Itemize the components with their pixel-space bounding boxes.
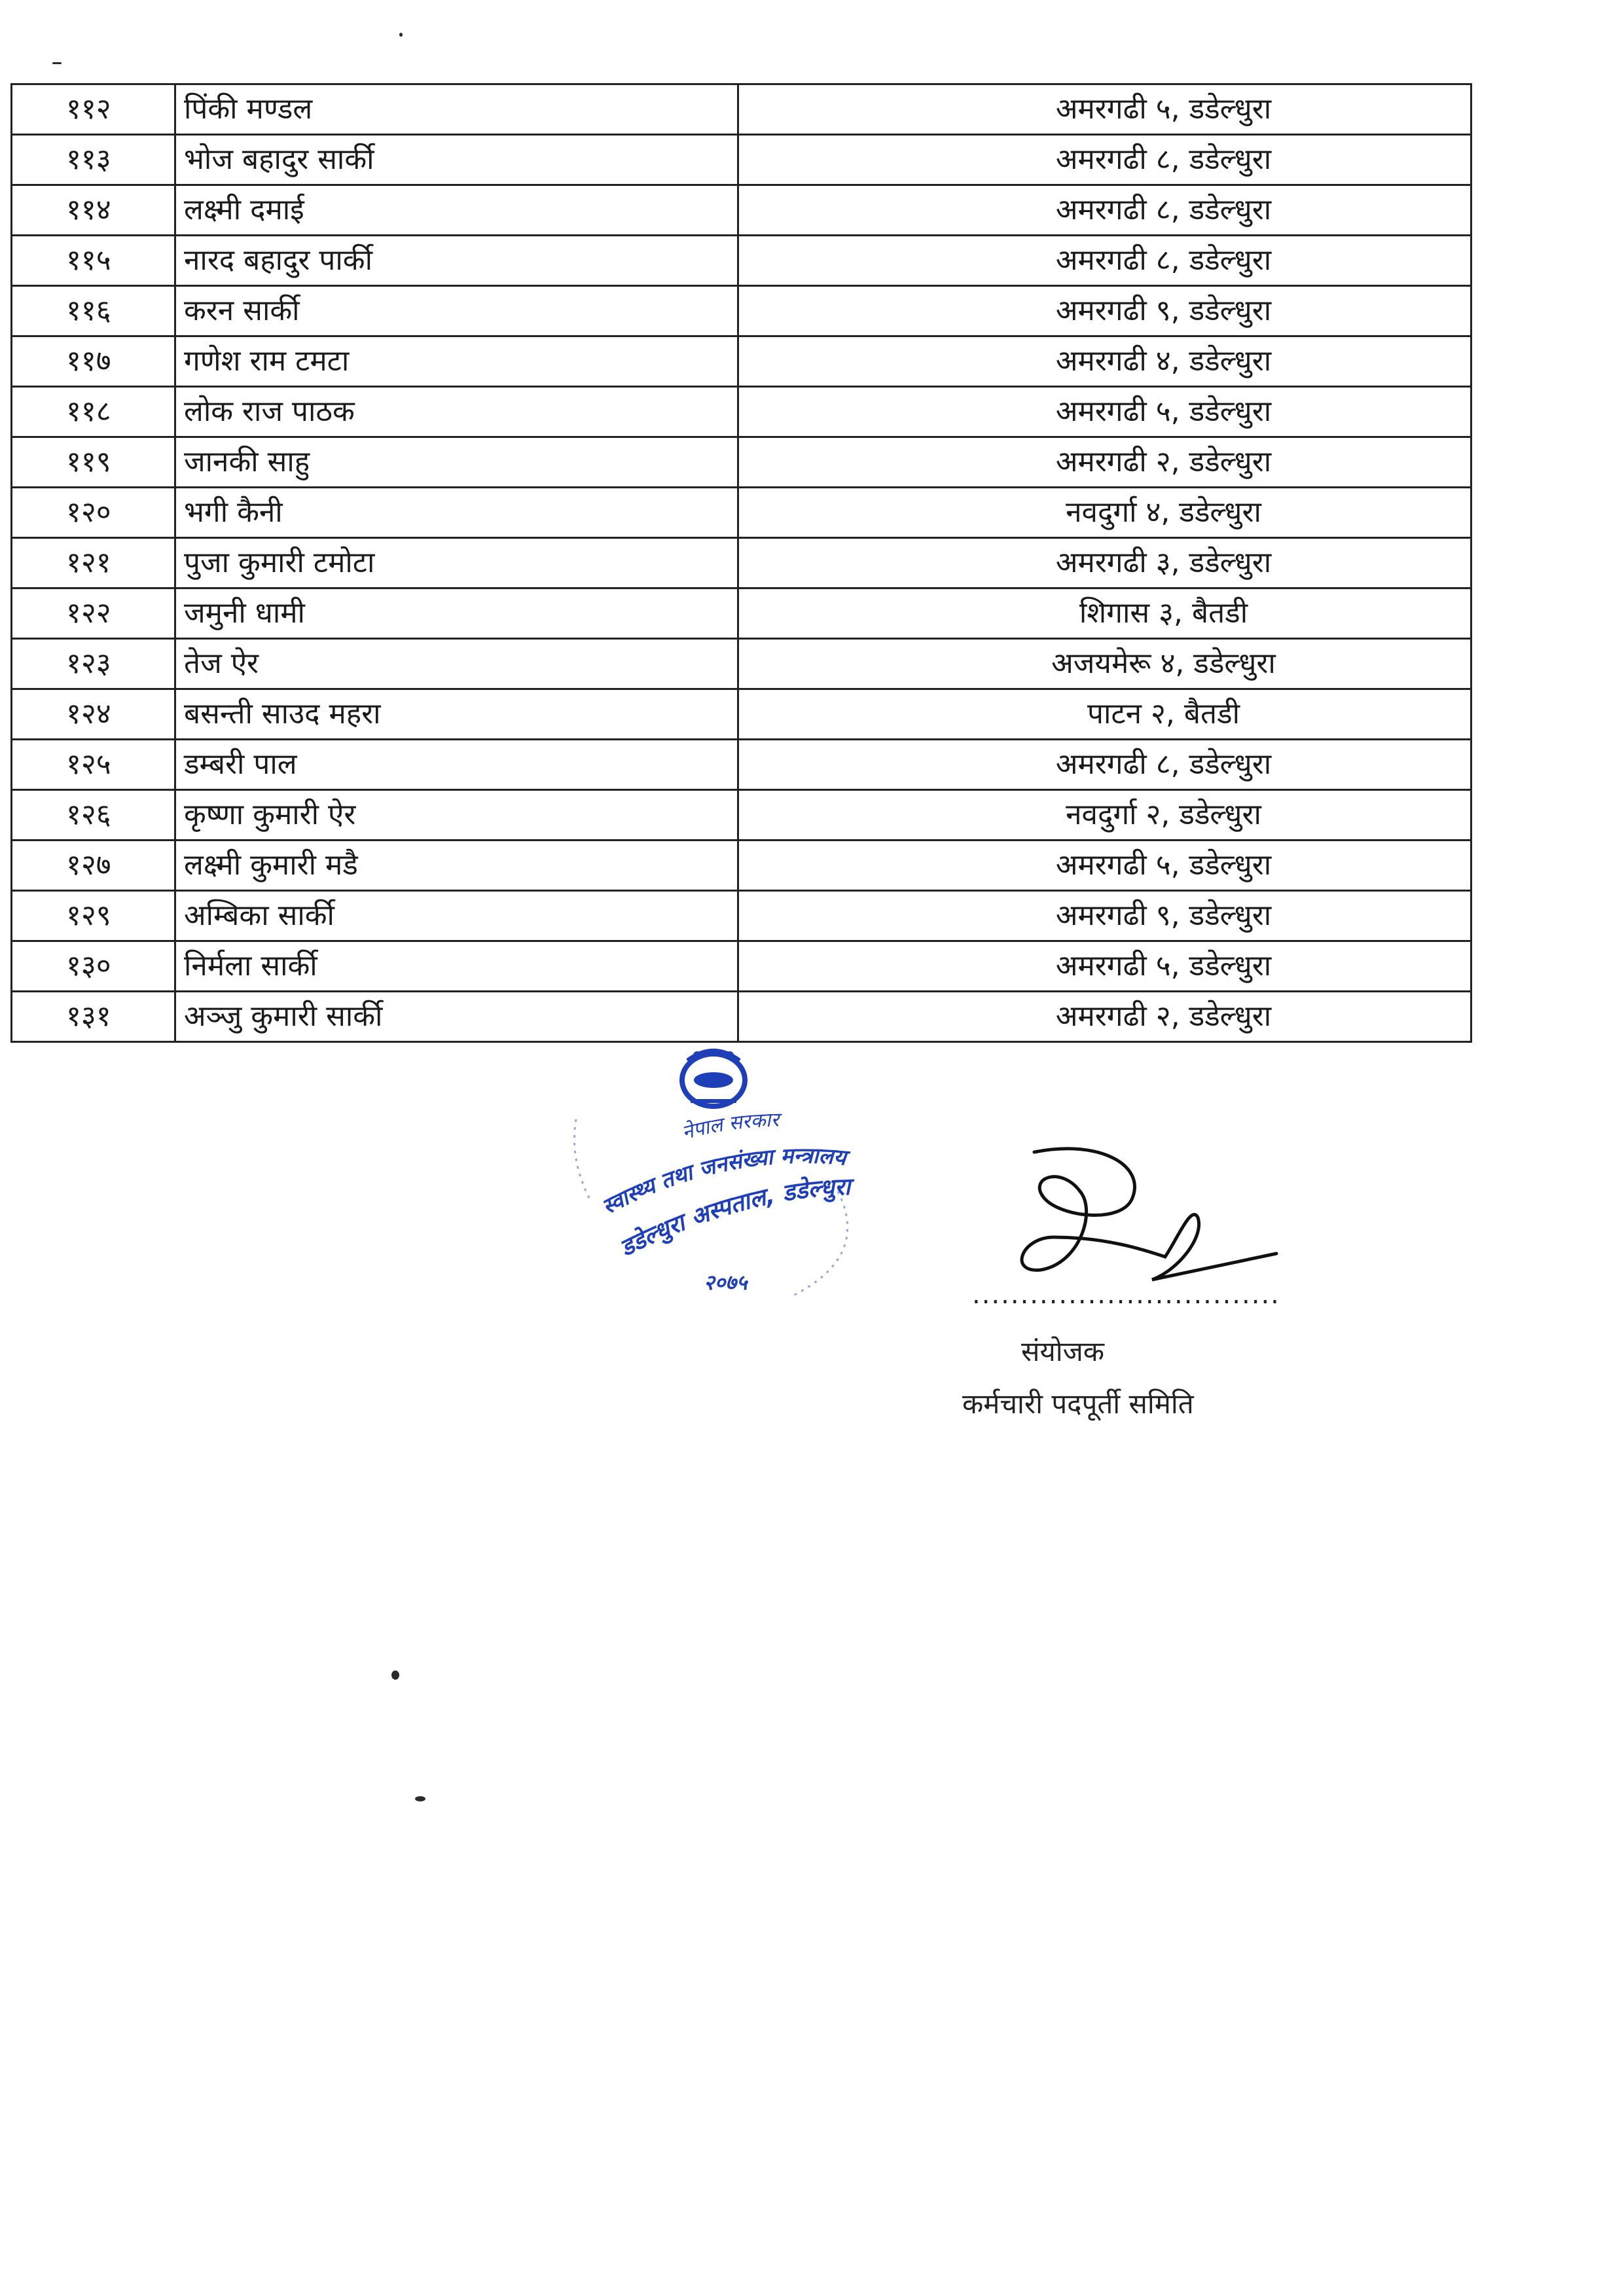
row-number: ११५ [12, 236, 175, 286]
staff-list-table [10, 83, 1472, 1043]
table-row [12, 185, 1471, 236]
staff-address: अमरगढी ८, डडेल्धुरा [738, 740, 1471, 790]
table-row [12, 840, 1471, 891]
row-number: १२९ [12, 891, 175, 941]
staff-name: जानकी साहु [175, 437, 738, 488]
table-row [12, 135, 1471, 185]
staff-address: शिगास ३, बैतडी [738, 588, 1471, 639]
staff-address: अमरगढी ८, डडेल्धुरा [738, 236, 1471, 286]
table-row [12, 941, 1471, 992]
table-row [12, 236, 1471, 286]
table-row [12, 538, 1471, 588]
staff-name: डम्बरी पाल [175, 740, 738, 790]
hospital-stamp [563, 1028, 903, 1303]
staff-address: अमरगढी ५, डडेल्धुरा [738, 941, 1471, 992]
row-number: ११८ [12, 387, 175, 437]
scan-speck [52, 62, 62, 64]
row-number: १२० [12, 488, 175, 538]
row-number: १२२ [12, 588, 175, 639]
staff-name: निर्मला सार्की [175, 941, 738, 992]
staff-address: अमरगढी ८, डडेल्धुरा [738, 185, 1471, 236]
table-row [12, 286, 1471, 336]
svg-text:नेपाल सरकार [679, 1108, 783, 1144]
staff-list-body [12, 84, 1471, 1042]
row-number: १३० [12, 941, 175, 992]
row-number: ११४ [12, 185, 175, 236]
committee-name: कर्मचारी पदपूर्ती समिति [962, 1388, 1194, 1420]
table-row [12, 740, 1471, 790]
staff-name: लक्ष्मी दमाई [175, 185, 738, 236]
nepal-emblem-icon [682, 1051, 745, 1106]
staff-address: नवदुर्गा ४, डडेल्धुरा [738, 488, 1471, 538]
staff-name: जमुनी धामी [175, 588, 738, 639]
table-row [12, 488, 1471, 538]
staff-address: अमरगढी ९, डडेल्धुरा [738, 286, 1471, 336]
staff-address: अमरगढी ५, डडेल्धुरा [738, 84, 1471, 135]
staff-address: अमरगढी ९, डडेल्धुरा [738, 891, 1471, 941]
table-row [12, 588, 1471, 639]
staff-name: तेज ऐर [175, 639, 738, 689]
staff-name: पिंकी मण्डल [175, 84, 738, 135]
table-row [12, 336, 1471, 387]
stamp-year: २०७५ [704, 1270, 748, 1295]
row-number: १२५ [12, 740, 175, 790]
row-number: १२४ [12, 689, 175, 740]
table-row [12, 437, 1471, 488]
table-row [12, 790, 1471, 840]
stamp-line-2: स्वास्थ्य तथा जनसंख्या मन्त्रालय [598, 1142, 848, 1220]
stamp-line-1: नेपाल सरकार [679, 1108, 780, 1145]
staff-address: अजयमेरू ४, डडेल्धुरा [738, 639, 1471, 689]
table-row [12, 639, 1471, 689]
signature-line: ................................ [972, 1280, 1280, 1310]
scan-speck [415, 1796, 425, 1801]
staff-name: अम्बिका सार्की [175, 891, 738, 941]
staff-name: लक्ष्मी कुमारी मडै [175, 840, 738, 891]
scan-speck [391, 1671, 399, 1680]
staff-name: पुजा कुमारी टमोटा [175, 538, 738, 588]
table-row [12, 689, 1471, 740]
row-number: ११७ [12, 336, 175, 387]
row-number: ११९ [12, 437, 175, 488]
stamp-line-3: डडेल्धुरा अस्पताल, डडेल्धुरा [615, 1173, 851, 1262]
table-row [12, 387, 1471, 437]
staff-name: करन सार्की [175, 286, 738, 336]
row-number: १२७ [12, 840, 175, 891]
staff-address: अमरगढी ४, डडेल्धुरा [738, 336, 1471, 387]
table-row [12, 84, 1471, 135]
staff-address: अमरगढी २, डडेल्धुरा [738, 992, 1471, 1042]
row-number: १२३ [12, 639, 175, 689]
table-row [12, 891, 1471, 941]
staff-name: भगी कैनी [175, 488, 738, 538]
row-number: ११३ [12, 135, 175, 185]
row-number: ११२ [12, 84, 175, 135]
staff-address: नवदुर्गा २, डडेल्धुरा [738, 790, 1471, 840]
staff-name: लोक राज पाठक [175, 387, 738, 437]
staff-address: अमरगढी ८, डडेल्धुरा [738, 135, 1471, 185]
row-number: १२६ [12, 790, 175, 840]
row-number: ११६ [12, 286, 175, 336]
staff-name: बसन्ती साउद महरा [175, 689, 738, 740]
signatory-title: संयोजक [1021, 1335, 1105, 1367]
staff-address: अमरगढी ५, डडेल्धुरा [738, 387, 1471, 437]
staff-name: भोज बहादुर सार्की [175, 135, 738, 185]
staff-name: नारद बहादुर पार्की [175, 236, 738, 286]
scan-speck [399, 33, 403, 37]
staff-name: कृष्णा कुमारी ऐर [175, 790, 738, 840]
staff-address: अमरगढी २, डडेल्धुरा [738, 437, 1471, 488]
staff-address: अमरगढी ३, डडेल्धुरा [738, 538, 1471, 588]
staff-name: अञ्जु कुमारी सार्की [175, 992, 738, 1042]
staff-address: पाटन २, बैतडी [738, 689, 1471, 740]
row-number: १३१ [12, 992, 175, 1042]
staff-name: गणेश राम टमटा [175, 336, 738, 387]
row-number: १२१ [12, 538, 175, 588]
staff-address: अमरगढी ५, डडेल्धुरा [738, 840, 1471, 891]
